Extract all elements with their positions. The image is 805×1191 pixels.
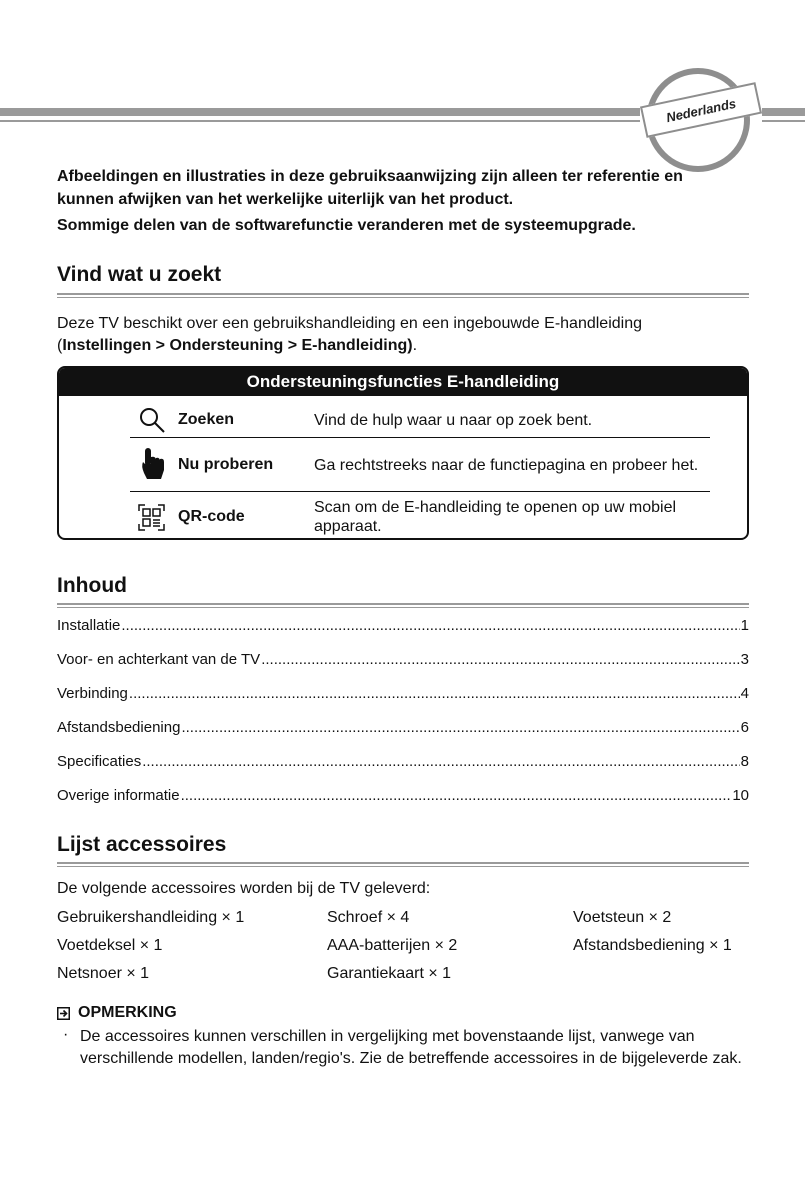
toc-rule-thin	[57, 607, 749, 608]
qr-code-icon	[138, 504, 165, 531]
accessories-rule-thin	[57, 866, 749, 867]
emanual-panel-title: Ondersteuningsfuncties E-handleiding	[59, 368, 747, 396]
feature-divider	[130, 491, 710, 492]
find-rule-thin	[57, 297, 749, 298]
accessory-item: Netsnoer × 1	[57, 965, 150, 982]
feature-divider	[130, 437, 710, 438]
toc-entry-label: Voor- en achterkant van de TV	[57, 651, 261, 668]
header-band-line	[0, 120, 640, 122]
find-text-line-2: (Instellingen > Ondersteuning > E-handleiding).	[57, 337, 418, 354]
accessories-intro: De volgende accessoires worden bij de TV geleverd:	[57, 880, 431, 897]
toc-entry[interactable]	[57, 719, 749, 739]
toc-entry-label: Verbinding	[57, 685, 128, 702]
feature-name-try-now: Nu proberen	[178, 456, 274, 473]
feature-desc-try-now: Ga rechtstreeks naar de functiepagina en probeer het.	[314, 457, 699, 474]
toc-entry[interactable]	[57, 651, 749, 671]
find-text-line-1: Deze TV beschikt over een gebruikshandleiding en een ingebouwde E-handleiding	[57, 315, 642, 332]
toc-leader	[121, 617, 739, 634]
find-section-title: Vind wat u zoekt	[57, 263, 222, 286]
header-band	[0, 108, 640, 116]
accessory-item: AAA-batterijen × 2	[327, 937, 458, 954]
header-band-right	[762, 108, 805, 116]
settings-path: Instellingen > Ondersteuning > E-handleiding)	[62, 337, 413, 354]
find-rule	[57, 293, 749, 295]
toc-entry-label: Afstandsbediening	[57, 719, 181, 736]
pointing-hand-icon	[138, 446, 166, 480]
accessory-item: Voetdeksel × 1	[57, 937, 163, 954]
note-bullet: ·	[63, 1026, 69, 1043]
note-title: OPMERKING	[78, 1004, 177, 1021]
toc-entry-page: 6	[740, 719, 749, 736]
toc-entry[interactable]	[57, 787, 749, 807]
toc-entry[interactable]	[57, 617, 749, 637]
toc-entry-page: 8	[740, 753, 749, 770]
toc-leader	[129, 685, 740, 702]
note-arrow-icon	[57, 1007, 70, 1020]
feature-name-search: Zoeken	[178, 411, 235, 428]
intro-line-2: kunnen afwijken van het werkelijke uiterlijk van het product.	[57, 191, 514, 208]
accessory-item: Garantiekaart × 1	[327, 965, 452, 982]
feature-name-qr: QR-code	[178, 508, 245, 525]
toc-entry[interactable]	[57, 685, 749, 705]
magnifier-icon	[138, 406, 166, 434]
toc-entry-page: 10	[732, 787, 749, 804]
language-badge: Nederlands	[640, 82, 762, 138]
toc-entry-page: 1	[740, 617, 749, 634]
accessory-item: Afstandsbediening × 1	[573, 937, 732, 954]
toc-leader	[181, 719, 739, 736]
feature-desc-qr: Scan om de E-handleiding te openen op uw mobiel apparaat.	[314, 499, 677, 535]
header-band-right-line	[762, 120, 805, 122]
feature-desc-search: Vind de hulp waar u naar op zoek bent.	[314, 412, 593, 429]
toc-entry[interactable]	[57, 753, 749, 773]
toc-leader	[181, 787, 732, 804]
toc-rule	[57, 603, 749, 605]
accessory-item: Voetsteun × 2	[573, 909, 672, 926]
accessories-rule	[57, 862, 749, 864]
note-heading	[57, 1004, 177, 1022]
accessories-title: Lijst accessoires	[57, 833, 227, 856]
accessory-item: Schroef × 4	[327, 909, 410, 926]
toc-title: Inhoud	[57, 574, 127, 597]
intro-line-3: Sommige delen van de softwarefunctie veranderen met de systeemupgrade.	[57, 217, 636, 234]
toc-leader	[261, 651, 739, 668]
toc-entry-label: Overige informatie	[57, 787, 180, 804]
toc-entry-label: Specificaties	[57, 753, 142, 770]
accessory-item: Gebruikershandleiding × 1	[57, 909, 245, 926]
toc-entry-page: 3	[740, 651, 749, 668]
note-text: De accessoires kunnen verschillen in vergelijking met bovenstaande lijst, vanwege van verschillende modellen, landen/regio's. Zie de betreffende accessoires in de bijgeleverde zak.	[80, 1028, 742, 1067]
toc-entry-label: Installatie	[57, 617, 121, 634]
toc-entry-page: 4	[740, 685, 749, 702]
intro-line-1: Afbeeldingen en illustraties in deze gebruiksaanwijzing zijn alleen ter referentie en	[57, 168, 683, 185]
toc-leader	[142, 753, 739, 770]
